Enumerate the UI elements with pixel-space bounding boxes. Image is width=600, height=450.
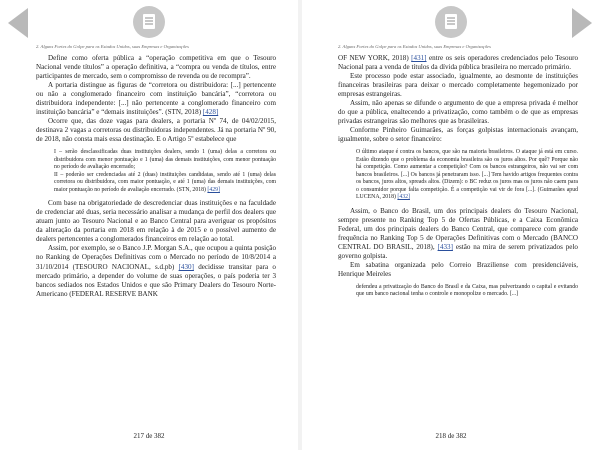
- left-page: [0, 0, 298, 450]
- paragraph: Em sabatina organizada pelo Correio Braziliense com presidenciáveis, Henrique Meireles: [338, 260, 578, 278]
- block-quote: [356, 149, 578, 201]
- previous-page-arrow-icon[interactable]: [8, 8, 28, 38]
- quote-paragraph: O último ataque é contra os bancos, que são na maioria brasileiros. O ataque já está em curso. Estão dizendo que o problema da economia brasileira são os juros altos. Por quê? Porque não há competição. Como aumentar a competição? Com os bancos estrangeiros, não vai ser com bancos brasileiros. [...] Os bancos já penetraram isso. [...] Tem havido artigos frequentes contra os bancos, juros altos, spreads altos. (Dizem): o BC reduz os juros mas os juros não caem para o consumidor porque falta competição. É a competição vai vir de fora [...]. (Guimarães apud LUCENA, 2018) [432]: [356, 149, 578, 201]
- left-toolbar: [0, 6, 298, 42]
- page-body: [36, 54, 276, 299]
- running-header: 2. Alguns Fortes do Golpe para os Estados Unidos, suas Empresas e Organizações: [338, 44, 491, 49]
- footnote-link[interactable]: [429]: [207, 186, 220, 193]
- block-quote: [356, 284, 578, 299]
- paragraph: Ocorre que, das doze vagas para dealers, a portaria Nº 74, de 04/02/2015, destinava 2 vagas a corretoras ou distribuidoras independentes. Já na portaria Nº 90, de 2018, não consta mais essa destinação. E o Artigo 5º estabelece que: [36, 117, 276, 144]
- footnote-link[interactable]: [431]: [411, 54, 427, 62]
- document-icon: [143, 14, 155, 29]
- document-menu-icon[interactable]: [133, 6, 165, 38]
- paragraph: Conforme Pinheiro Guimarães, as forças golpistas internacionais avançam, igualmente, sobre o setor financeiro:: [338, 126, 578, 144]
- page-number: 217 de 382: [133, 432, 165, 440]
- right-page: [302, 0, 600, 450]
- paragraph: Assim, não apenas se difunde o argumento de que a empresa privada é melhor do que a pública, enaltecendo a privatização, como também o de que as empresas privadas estrangeiras são melhores que as brasileiras.: [338, 99, 578, 126]
- quote-paragraph: I – serão desclassificadas duas instituições dealers, sendo 1 (uma) delas a corretora ou distribuidora com menor pontuação e 1 (uma) das demais instituições, com menor pontuação no período de avaliação encerrado;: [54, 149, 276, 171]
- document-menu-icon[interactable]: [435, 6, 467, 38]
- paragraph: Assim, o Banco do Brasil, um dos principais dealers do Tesouro Nacional, sempre presente no Ranking Top 5 de Ofertas Públicas, e a Caixa Econômica Federal, um dos principais dealers do Banco Central, que comparece com grande frequência no Ranking Top 5 de Operações Definitivas com o Mercado (BANCO CENTRAL DO BRASIL, 2018), [433] estão na mira de serem privatizados pelo governo golpista.: [338, 206, 578, 260]
- footnote-link[interactable]: [428]: [202, 108, 219, 117]
- right-toolbar: [302, 6, 600, 42]
- footnote-link[interactable]: [433]: [437, 242, 453, 251]
- paragraph: Assim, por exemplo, se o Banco J.P. Morgan S.A., que ocupou a quinta posição no Ranking de Operações Definitivas com o Mercado no período de 10/8/2014 a 31/10/2014 (TESOURO NACIONAL, s.d.pb) [430] decidisse transitar para o mercado primário, a depender do volume de suas operações, o país poderia ter 3 bancos sediados nos Estados Unidos e que são Primary Dealers do Tesouro Norte-Americano (FEDERAL RESERVE BANK: [36, 244, 276, 298]
- page-body: [338, 54, 578, 304]
- quote-paragraph: II – poderão ser credenciadas até 2 (duas) instituições candidatas, sendo até 1 (uma) delas corretora ou distribuidora, com maior pontuação, e até 1 (uma) das demais instituições, com maior pontuação no período de avaliação encerrado. (STN, 2018) [429]: [54, 171, 276, 193]
- document-icon: [445, 14, 457, 29]
- footnote-link[interactable]: [432]: [397, 194, 410, 201]
- paragraph: Este processo pode estar associado, igualmente, ao desmonte de instituições financeiras brasileiras para deixar o mercado completamente hegemonizado por empresas estrangeiras.: [338, 72, 578, 99]
- block-quote: [54, 149, 276, 194]
- running-header: 2. Alguns Fortes do Golpe para os Estados Unidos, suas Empresas e Organizações: [36, 44, 189, 49]
- next-page-arrow-icon[interactable]: [572, 8, 592, 38]
- paragraph: OF NEW YORK, 2018) [431] entre os seis operadores credenciados pelo Tesouro Nacional para a venda de títulos da dívida pública brasileira no mercado primário.: [338, 54, 578, 72]
- paragraph: Define como oferta pública a “operação competitiva em que o Tesouro Nacional vende títulos” a operação definitiva, a “compra ou venda de títulos, entre participantes de mercado, sem o compromisso de revenda ou de recompra”.: [36, 54, 276, 81]
- page-number: 218 de 382: [435, 432, 467, 440]
- quote-paragraph: defendeu a privatização do Banco do Brasil e da Caixa, mas pulverizando o capital e evitando que um banco nacional tenha o controle e monopolize o mercado. [...]: [356, 284, 578, 298]
- paragraph: A portaria distingue as figuras de “corretora ou distribuidora: [...] pertencente ou não a conglomerado financeiro com instituição bancária”, “corretora ou distribuidora independente: [...] não pertencente a conglomerado financeiro com instituição bancária” e “demais instituições”. (STN, 2018) [428]: [36, 81, 276, 117]
- paragraph: Com base na obrigatoriedade de descredenciar duas instituições e na faculdade de credenciar até duas, seria necessário analisar a mudança de perfil dos dealers que atuam junto ao Tesouro Nacional e ao Banco Central para averiguar os propósitos da alteração da portaria em 2018 em relação à de 2015 e o possível aumento de dealers pertencentes a conglomerados financeiros em relação ao total.: [36, 199, 276, 244]
- footnote-link[interactable]: [430]: [178, 262, 194, 271]
